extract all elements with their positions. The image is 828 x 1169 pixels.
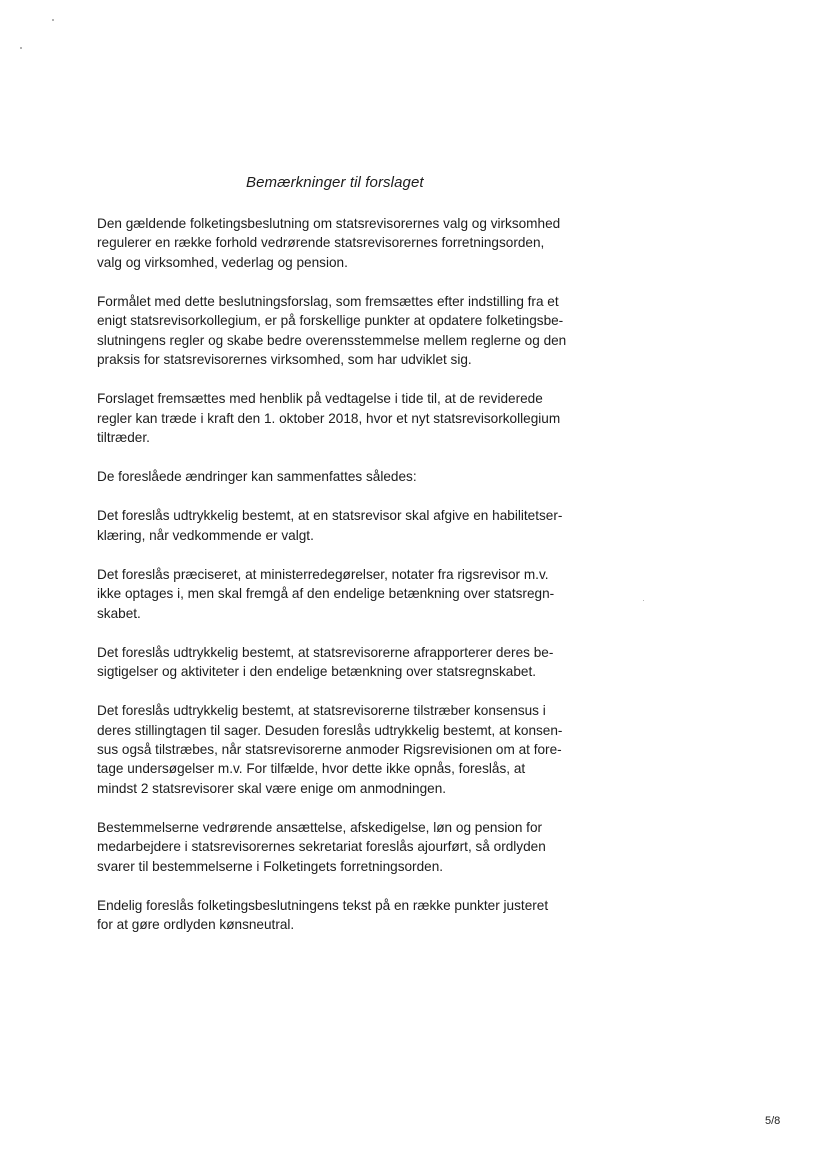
text-line: slutningens regler og skabe bedre overensstemmelse mellem reglerne og den — [97, 332, 567, 348]
scan-speck — [52, 19, 54, 21]
paragraph-timing — [97, 389, 592, 447]
text-line: medarbejdere i statsrevisorernes sekretariat foreslås ajourført, så ordlyden — [97, 839, 546, 855]
text-line: Det foreslås udtrykkelig bestemt, at statsrevisorerne tilstræber konsensus i — [97, 703, 546, 719]
paragraph-summary-intro — [97, 467, 592, 486]
text-line: ikke optages i, men skal fremgå af den endelige betænkning over statsregn- — [97, 586, 555, 602]
document-body — [97, 214, 592, 954]
text-line: Den gældende folketingsbeslutning om statsrevisorernes valg og virksomhed — [97, 216, 561, 231]
text-line: Forslaget fremsættes med henblik på vedtagelse i tide til, at de reviderede — [97, 391, 543, 407]
paragraph-ministerredegorelser — [97, 565, 592, 623]
text-line: enigt statsrevisorkollegium, er på forskellige punkter at opdatere folketingsbe- — [97, 313, 564, 329]
paragraph-intro — [97, 214, 592, 272]
text-line: Det foreslås udtrykkelig bestemt, at statsrevisorerne afrapporterer deres be- — [97, 644, 554, 660]
text-line: for at gøre ordlyden kønsneutral. — [97, 917, 295, 933]
scan-speck — [20, 47, 22, 49]
text-line: Formålet med dette beslutningsforslag, som fremsættes efter indstilling fra et — [97, 293, 559, 309]
text-line: regulerer en række forhold vedrørende statsrevisorernes forretningsorden, — [97, 235, 545, 251]
text-line: mindst 2 statsrevisorer skal være enige om anmodningen. — [97, 780, 447, 796]
scan-speck — [643, 600, 644, 601]
paragraph-purpose — [97, 292, 592, 370]
page-number: 5/8 — [765, 1115, 781, 1127]
text-line: svarer til bestemmelserne i Folketingets forretningsorden. — [97, 858, 444, 874]
text-line: skabet. — [97, 605, 141, 621]
text-line: De foreslåede ændringer kan sammenfattes således: — [97, 469, 417, 485]
document-title: Bemærkninger til forslaget — [246, 174, 424, 191]
text-line: Endelig foreslås folketingsbeslutningens tekst på en række punkter justeret — [97, 897, 549, 913]
text-line: praksis for statsrevisorernes virksomhed, som har udviklet sig. — [97, 352, 472, 368]
text-line: tage undersøgelser m.v. For tilfælde, hvor dette ikke opnås, foreslås, at — [97, 761, 526, 777]
paragraph-habilitet — [97, 506, 592, 545]
paragraph-konsneutral — [97, 896, 592, 935]
text-line: Det foreslås udtrykkelig bestemt, at en statsrevisor skal afgive en habilitetser- — [97, 508, 563, 524]
text-line: klæring, når vedkommende er valgt. — [97, 527, 314, 543]
text-line: deres stillingtagen til sager. Desuden foreslås udtrykkelig bestemt, at konsen- — [97, 722, 563, 738]
text-line: regler kan træde i kraft den 1. oktober 2018, hvor et nyt statsrevisorkollegium — [97, 410, 561, 426]
text-line: sigtigelser og aktiviteter i den endelige betænkning over statsregnskabet. — [97, 664, 537, 680]
text-line: Bestemmelserne vedrørende ansættelse, afskedigelse, løn og pension for — [97, 819, 543, 835]
text-line: tiltræder. — [97, 430, 150, 446]
text-line: sus også tilstræbes, når statsrevisorerne anmoder Rigsrevisionen om at fore- — [97, 741, 562, 757]
paragraph-sekretariat — [97, 818, 592, 876]
text-line: Det foreslås præciseret, at ministerredegørelser, notater fra rigsrevisor m.v. — [97, 566, 549, 582]
paragraph-afrapportering — [97, 643, 592, 682]
paragraph-konsensus — [97, 701, 592, 798]
text-line: valg og virksomhed, vederlag og pension. — [97, 254, 348, 270]
